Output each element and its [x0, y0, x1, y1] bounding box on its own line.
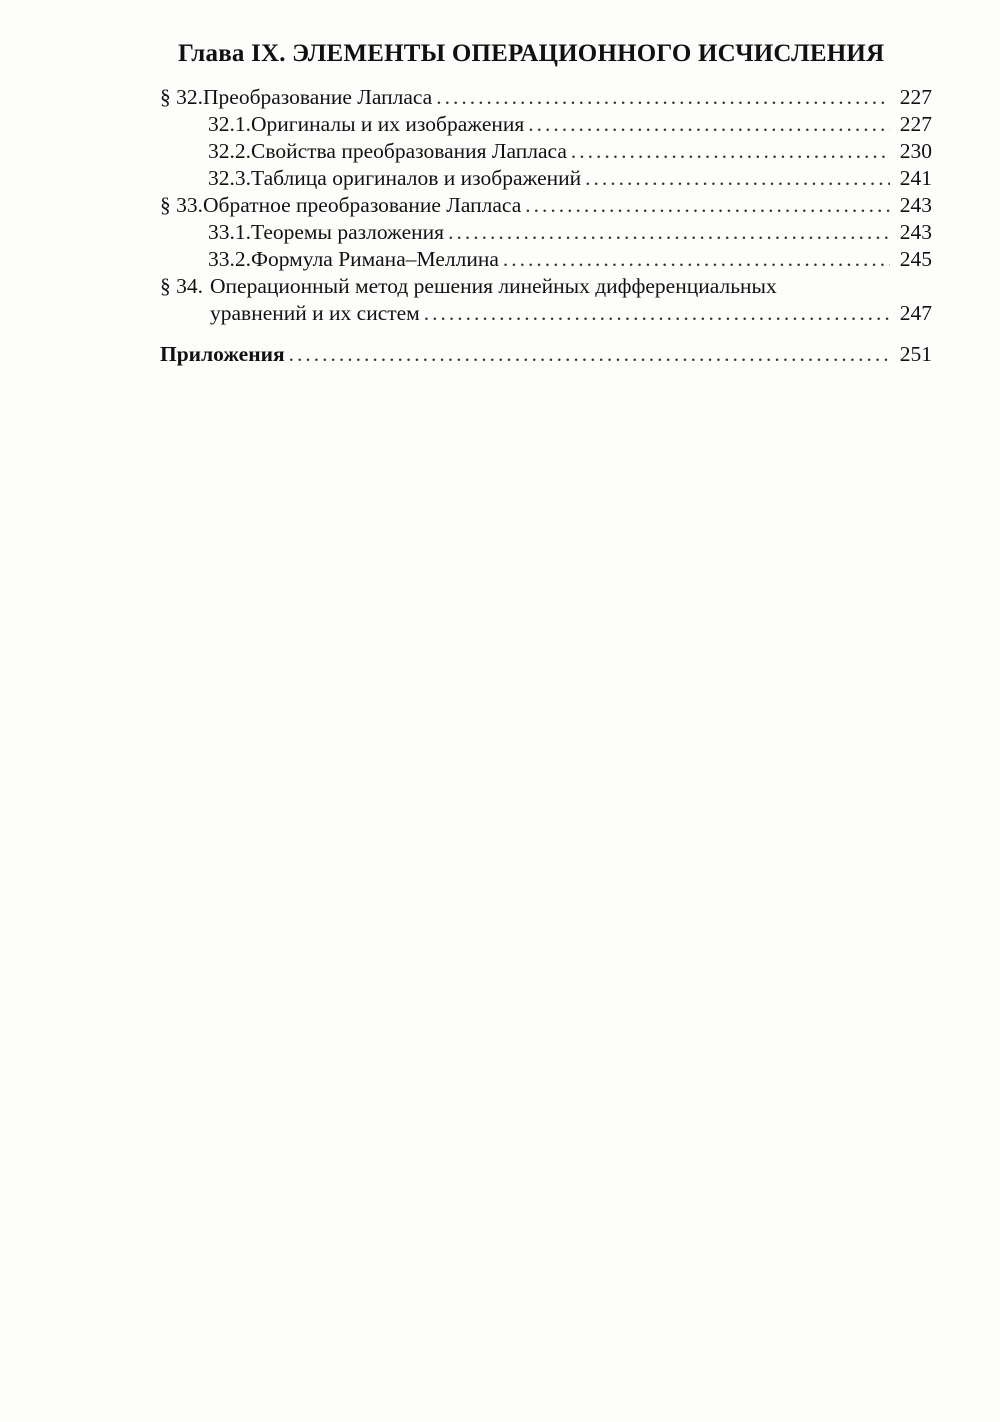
subsection-number: 32.1.	[208, 112, 251, 136]
page-number: 251	[899, 342, 932, 366]
dot-leader	[525, 192, 890, 219]
dot-leader	[448, 219, 890, 246]
subsection-number: 33.1.	[208, 220, 251, 244]
dot-leader	[571, 138, 890, 165]
dot-leader	[528, 111, 890, 138]
page-number: 245	[899, 247, 932, 271]
subsection-number: 33.2.	[208, 247, 251, 271]
subsection-title: Теоремы разложения	[251, 220, 445, 244]
section-title: Преобразование Лапласа	[203, 85, 433, 109]
section-title: Обратное преобразование Лапласа	[203, 193, 522, 217]
subsection-title: Таблица оригиналов и изображений	[251, 166, 582, 190]
toc-entry-32-3[interactable]	[160, 165, 932, 192]
subsection-title: Оригиналы и их изображения	[251, 112, 525, 136]
toc-entry-33-2[interactable]	[160, 246, 932, 273]
toc-entry-34[interactable]	[160, 273, 932, 327]
page-number: 241	[899, 166, 932, 190]
section-title-line-2: уравнений и их систем	[210, 301, 420, 325]
toc-entry-appendix[interactable]	[160, 341, 932, 368]
section-number: § 34.	[160, 274, 203, 298]
chapter-title: Глава IX. ЭЛЕМЕНТЫ ОПЕРАЦИОННОГО ИСЧИСЛЕНИЯ	[178, 40, 885, 67]
page-number: 227	[899, 112, 932, 136]
toc-entry-32-2[interactable]	[160, 138, 932, 165]
dot-leader	[436, 84, 890, 111]
section-number: § 32.	[160, 85, 203, 109]
dot-leader	[424, 300, 890, 327]
page-number: 247	[899, 301, 932, 325]
toc-entry-33[interactable]	[160, 192, 932, 219]
subsection-title: Формула Римана–Меллина	[251, 247, 499, 271]
page-number: 230	[899, 139, 932, 163]
subsection-number: 32.2.	[208, 139, 251, 163]
page-number: 227	[899, 85, 932, 109]
section-title-line-1: Операционный метод решения линейных дифференциальных	[210, 274, 777, 298]
table-of-contents	[160, 84, 932, 368]
subsection-number: 32.3.	[208, 166, 251, 190]
dot-leader	[503, 246, 890, 273]
section-number: § 33.	[160, 193, 203, 217]
toc-entry-32[interactable]	[160, 84, 932, 111]
toc-entry-33-1[interactable]	[160, 219, 932, 246]
dot-leader	[585, 165, 890, 192]
subsection-title: Свойства преобразования Лапласа	[251, 139, 567, 163]
dot-leader	[289, 341, 890, 368]
toc-entry-32-1[interactable]	[160, 111, 932, 138]
page-number: 243	[899, 220, 932, 244]
page-number: 243	[899, 193, 932, 217]
appendix-title: Приложения	[160, 342, 285, 366]
